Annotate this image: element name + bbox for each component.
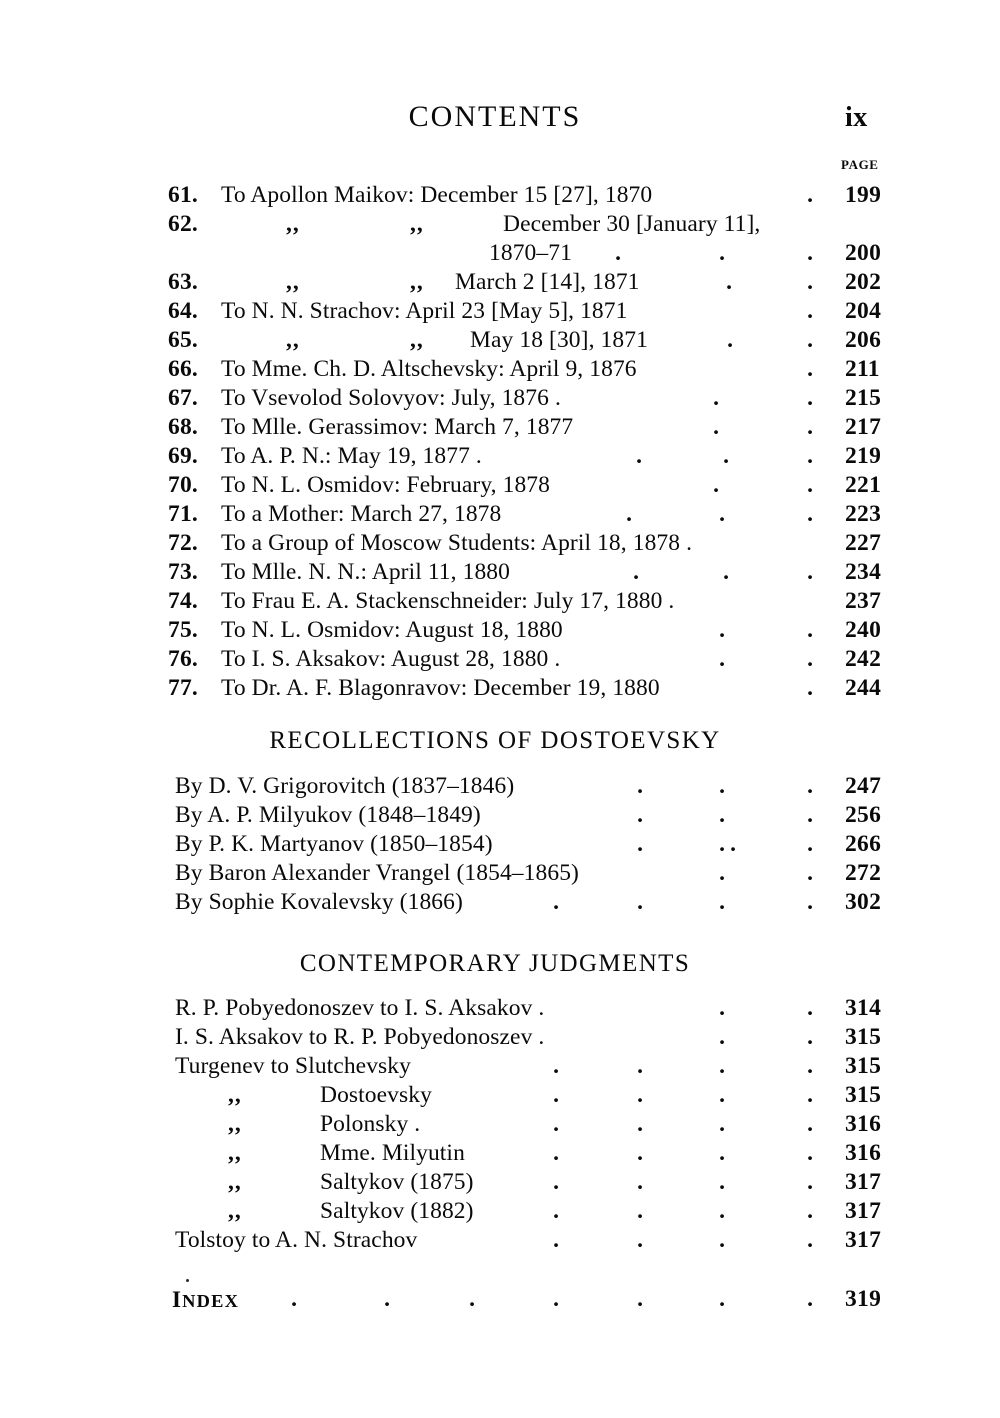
recollection-leader-dot: .: [719, 802, 725, 828]
judgment-page-number: 317: [845, 1227, 882, 1253]
entry-page-number: 237: [845, 588, 882, 614]
index-leader-dot: .: [637, 1286, 643, 1312]
judgment-leader-dot: .: [553, 1111, 559, 1137]
index-leader-dot: .: [807, 1286, 813, 1312]
judgment-leader-dot: .: [553, 1053, 559, 1079]
page-column-header: PAGE: [841, 157, 879, 172]
recollection-leader-dot: .: [719, 889, 725, 915]
recollection-row[interactable]: [0, 888, 1000, 917]
entry-page-number: 206: [845, 327, 882, 353]
entry-title: To N. N. Strachov: April 23 [May 5], 1871: [221, 298, 628, 324]
entry-page-number: 221: [845, 472, 882, 498]
judgment-row[interactable]: [0, 1197, 1000, 1226]
entry-title: December 30 [January 11],: [503, 211, 761, 237]
recollection-title: By Baron Alexander Vrangel (1854–1865): [175, 860, 579, 886]
entry-leader-dot: .: [807, 443, 813, 469]
toc-entry-row[interactable]: [0, 239, 1000, 268]
entry-page-number: 215: [845, 385, 882, 411]
entry-leader-dot: .: [713, 385, 719, 411]
recollection-title: By D. V. Grigorovitch (1837–1846): [175, 773, 515, 799]
entry-page-number: 217: [845, 414, 882, 440]
judgment-page-number: 315: [845, 1024, 882, 1050]
recollection-row[interactable]: [0, 859, 1000, 888]
recollection-leader-dot: .: [719, 831, 725, 857]
judgment-row[interactable]: [0, 1139, 1000, 1168]
toc-entry-row[interactable]: [0, 529, 1000, 558]
ditto-mark: ,,: [228, 1198, 242, 1224]
ditto-mark: ,,: [228, 1140, 242, 1166]
entry-leader-dot: .: [719, 501, 725, 527]
judgment-leader-dot: .: [719, 1024, 725, 1050]
entry-leader-dot: .: [727, 327, 733, 353]
entry-page-number: 227: [845, 530, 882, 556]
judgment-leader-dot: .: [637, 1140, 643, 1166]
recollection-leader-dot: .: [637, 831, 643, 857]
recollection-title: By Sophie Kovalevsky (1866): [175, 889, 463, 915]
judgment-page-number: 315: [845, 1082, 882, 1108]
recollection-row[interactable]: [0, 772, 1000, 801]
index-label-first: I: [172, 1287, 183, 1312]
index-label: [172, 1285, 239, 1316]
recollection-leader-dot: .: [807, 860, 813, 886]
ditto-mark: ,,: [410, 211, 424, 237]
entry-page-number: 240: [845, 617, 882, 643]
entry-title: To Mme. Ch. D. Altschevsky: April 9, 1876: [221, 356, 637, 382]
entry-number: 64.: [168, 298, 198, 324]
entry-page-number: 211: [845, 356, 880, 382]
entry-leader-dot: .: [807, 414, 813, 440]
toc-entry-row[interactable]: [0, 413, 1000, 442]
judgment-leader-dot: .: [807, 995, 813, 1021]
entry-number: 62.: [168, 211, 198, 237]
judgment-leader-dot: .: [553, 1140, 559, 1166]
judgment-leader-dot: .: [807, 1111, 813, 1137]
entry-leader-dot: .: [807, 327, 813, 353]
entry-leader-dot: .: [807, 298, 813, 324]
judgment-leader-dot: .: [637, 1082, 643, 1108]
judgment-leader-dot: .: [637, 1169, 643, 1195]
judgment-leader-dot: .: [807, 1082, 813, 1108]
judgment-leader-dot: .: [807, 1053, 813, 1079]
toc-entry-row[interactable]: [0, 210, 1000, 239]
judgment-leader-dot: .: [637, 1111, 643, 1137]
entry-leader-dot: .: [807, 269, 813, 295]
entry-leader-dot: .: [719, 617, 725, 643]
entry-title: To N. L. Osmidov: August 18, 1880: [221, 617, 563, 643]
judgment-leader-dot: .: [807, 1024, 813, 1050]
toc-entry-row[interactable]: [0, 558, 1000, 587]
judgment-leader-dot: .: [807, 1140, 813, 1166]
judgment-leader-dot: .: [807, 1169, 813, 1195]
recollection-page-number: 272: [845, 860, 882, 886]
entry-title: To I. S. Aksakov: August 28, 1880 .: [221, 646, 561, 672]
entry-leader-dot: .: [636, 443, 642, 469]
judgment-leader-dot: .: [807, 1227, 813, 1253]
recollection-row[interactable]: [0, 801, 1000, 830]
judgment-page-number: 316: [845, 1111, 882, 1137]
judgment-leader-dot: .: [719, 1082, 725, 1108]
judgment-row[interactable]: [0, 1081, 1000, 1110]
judgment-leader-dot: .: [553, 1227, 559, 1253]
judgment-leader-dot: .: [637, 1198, 643, 1224]
judgment-leader-dot: .: [553, 1169, 559, 1195]
scan-speck: [186, 1279, 189, 1282]
entry-title: To Mlle. N. N.: April 11, 1880: [221, 559, 511, 585]
judgment-page-number: 315: [845, 1053, 882, 1079]
judgment-leader-dot: .: [719, 1053, 725, 1079]
entry-number: 75.: [168, 617, 198, 643]
index-leader-dot: .: [553, 1286, 559, 1312]
judgment-leader-dot: .: [719, 995, 725, 1021]
entry-page-number: 242: [845, 646, 882, 672]
toc-entry-row[interactable]: [0, 297, 1000, 326]
judgment-title: Tolstoy to A. N. Strachov: [175, 1227, 418, 1253]
recollection-leader-dot: .: [807, 773, 813, 799]
toc-entry-row[interactable]: [0, 645, 1000, 674]
ditto-mark: ,,: [286, 327, 300, 353]
judgment-row[interactable]: [0, 1226, 1000, 1255]
toc-entry-row[interactable]: [0, 616, 1000, 645]
entry-page-number: 223: [845, 501, 882, 527]
entry-leader-dot: .: [626, 501, 632, 527]
entry-leader-dot: .: [633, 559, 639, 585]
entry-page-number: 244: [845, 675, 882, 701]
judgment-leader-dot: .: [553, 1082, 559, 1108]
recollection-page-number: 256: [845, 802, 882, 828]
entry-number: 63.: [168, 269, 198, 295]
judgment-row[interactable]: [0, 1052, 1000, 1081]
entry-title: March 2 [14], 1871: [455, 269, 640, 295]
entry-page-number: 200: [845, 240, 882, 266]
entry-leader-dot: .: [807, 646, 813, 672]
judgment-leader-dot: .: [719, 1140, 725, 1166]
recollection-leader-dot: .: [807, 889, 813, 915]
entry-number: 68.: [168, 414, 198, 440]
index-leader-dot: .: [384, 1286, 390, 1312]
section-heading-recollections: RECOLLECTIONS OF DOSTOEVSKY: [269, 727, 721, 754]
judgment-leader-dot: .: [719, 1111, 725, 1137]
recollection-title: By A. P. Milyukov (1848–1849): [175, 802, 481, 828]
recollection-leader-dot: .: [807, 831, 813, 857]
recollection-leader-dot: .: [719, 773, 725, 799]
entry-leader-dot: .: [713, 472, 719, 498]
index-label-rest: NDEX: [182, 1291, 240, 1311]
entry-number: 65.: [168, 327, 198, 353]
entry-title: To Apollon Maikov: December 15 [27], 1870: [221, 182, 653, 208]
entry-title: May 18 [30], 1871: [470, 327, 648, 353]
recollection-leader-dot: .: [637, 889, 643, 915]
entry-leader-dot: .: [719, 646, 725, 672]
entry-title: To a Group of Moscow Students: April 18, 1878 .: [221, 530, 693, 556]
toc-entry-row[interactable]: [0, 500, 1000, 529]
judgment-leader-dot: .: [637, 1053, 643, 1079]
recollection-leader-dot: .: [553, 889, 559, 915]
index-leader-dot: .: [719, 1286, 725, 1312]
entry-leader-dot: .: [723, 559, 729, 585]
entry-number: 70.: [168, 472, 198, 498]
entry-number: 69.: [168, 443, 198, 469]
recollection-leader-dot: .: [637, 802, 643, 828]
entry-leader-dot: .: [807, 675, 813, 701]
entry-leader-dot: .: [807, 472, 813, 498]
running-head: [0, 100, 1000, 140]
entry-number: 76.: [168, 646, 198, 672]
judgment-leader-dot: .: [807, 1198, 813, 1224]
recollection-leader-dot: .: [730, 831, 736, 857]
ditto-mark: ,,: [286, 269, 300, 295]
entry-page-number: 204: [845, 298, 882, 324]
recollection-page-number: 266: [845, 831, 882, 857]
entry-page-number: 219: [845, 443, 882, 469]
page-title: CONTENTS: [408, 100, 582, 133]
index-row: [0, 1285, 1000, 1314]
entry-title: To A. P. N.: May 19, 1877 .: [221, 443, 482, 469]
toc-entry-row[interactable]: [0, 268, 1000, 297]
judgment-leader-dot: .: [553, 1198, 559, 1224]
ditto-mark: ,,: [228, 1169, 242, 1195]
judgment-page-number: 317: [845, 1198, 882, 1224]
entry-page-number: 202: [845, 269, 882, 295]
judgment-page-number: 316: [845, 1140, 882, 1166]
toc-entry-row[interactable]: [0, 587, 1000, 616]
judgment-leader-dot: .: [637, 1227, 643, 1253]
ditto-mark: ,,: [410, 269, 424, 295]
judgment-title: Turgenev to Slutchevsky: [175, 1053, 412, 1079]
entry-leader-dot: .: [719, 240, 725, 266]
section-heading-judgments: CONTEMPORARY JUDGMENTS: [299, 950, 691, 977]
entry-page-number: 199: [845, 182, 882, 208]
entry-number: 74.: [168, 588, 198, 614]
ditto-mark: ,,: [286, 211, 300, 237]
judgment-leader-dot: .: [719, 1227, 725, 1253]
judgment-title: Saltykov (1875): [320, 1169, 474, 1195]
ditto-mark: ,,: [410, 327, 424, 353]
toc-entry-row[interactable]: [0, 384, 1000, 413]
judgment-title: Polonsky .: [320, 1111, 421, 1137]
toc-entry-row[interactable]: [0, 674, 1000, 703]
judgment-title: Saltykov (1882): [320, 1198, 474, 1224]
ditto-mark: ,,: [228, 1111, 242, 1137]
recollection-leader-dot: .: [807, 802, 813, 828]
entry-title: To Vsevolod Solovyov: July, 1876 .: [221, 385, 561, 411]
judgment-title: Mme. Milyutin: [320, 1140, 465, 1166]
judgment-title: I. S. Aksakov to R. P. Pobyedonoszev .: [175, 1024, 545, 1050]
entry-leader-dot: .: [615, 240, 621, 266]
entry-title: To Mlle. Gerassimov: March 7, 1877: [221, 414, 574, 440]
entry-leader-dot: .: [807, 240, 813, 266]
toc-entry-row[interactable]: [0, 355, 1000, 384]
entry-number: 77.: [168, 675, 198, 701]
recollection-row[interactable]: [0, 830, 1000, 859]
index-leader-dot: .: [469, 1286, 475, 1312]
entry-number: 61.: [168, 182, 198, 208]
toc-entry-row[interactable]: [0, 442, 1000, 471]
entry-leader-dot: .: [807, 617, 813, 643]
entry-number: 72.: [168, 530, 198, 556]
entry-number: 73.: [168, 559, 198, 585]
entry-leader-dot: .: [807, 559, 813, 585]
entry-leader-dot: .: [807, 356, 813, 382]
entry-number: 66.: [168, 356, 198, 382]
judgment-row[interactable]: [0, 1023, 1000, 1052]
entry-leader-dot: .: [807, 385, 813, 411]
entry-number: 67.: [168, 385, 198, 411]
entry-leader-dot: .: [723, 443, 729, 469]
entry-leader-dot: .: [807, 182, 813, 208]
recollection-title: By P. K. Martyanov (1850–1854): [175, 831, 493, 857]
entry-leader-dot: .: [713, 414, 719, 440]
recollection-page-number: 247: [845, 773, 882, 799]
entry-title: 1870–71: [489, 240, 572, 266]
entry-number: 71.: [168, 501, 198, 527]
toc-entry-row[interactable]: [0, 471, 1000, 500]
toc-entry-row[interactable]: [0, 181, 1000, 210]
judgment-leader-dot: .: [719, 1169, 725, 1195]
entry-title: To Frau E. A. Stackenschneider: July 17, 1880 .: [221, 588, 675, 614]
judgment-row[interactable]: [0, 1168, 1000, 1197]
entry-title: To a Mother: March 27, 1878: [221, 501, 502, 527]
toc-entry-row[interactable]: [0, 326, 1000, 355]
judgment-row[interactable]: [0, 1110, 1000, 1139]
folio-number: ix: [845, 102, 868, 133]
index-page-number: 319: [845, 1286, 882, 1312]
recollection-leader-dot: .: [637, 773, 643, 799]
index-leader-dot: .: [291, 1286, 297, 1312]
entry-page-number: 234: [845, 559, 882, 585]
recollection-page-number: 302: [845, 889, 882, 915]
judgment-page-number: 314: [845, 995, 882, 1021]
entry-title: To N. L. Osmidov: February, 1878: [221, 472, 550, 498]
entry-title: To Dr. A. F. Blagonravov: December 19, 1880: [221, 675, 660, 701]
judgment-row[interactable]: [0, 994, 1000, 1023]
judgment-leader-dot: .: [719, 1198, 725, 1224]
judgment-title: R. P. Pobyedonoszev to I. S. Aksakov .: [175, 995, 545, 1021]
entry-leader-dot: .: [726, 269, 732, 295]
ditto-mark: ,,: [228, 1082, 242, 1108]
recollection-leader-dot: .: [719, 860, 725, 886]
judgment-page-number: 317: [845, 1169, 882, 1195]
entry-leader-dot: .: [807, 501, 813, 527]
judgment-title: Dostoevsky: [320, 1082, 432, 1108]
